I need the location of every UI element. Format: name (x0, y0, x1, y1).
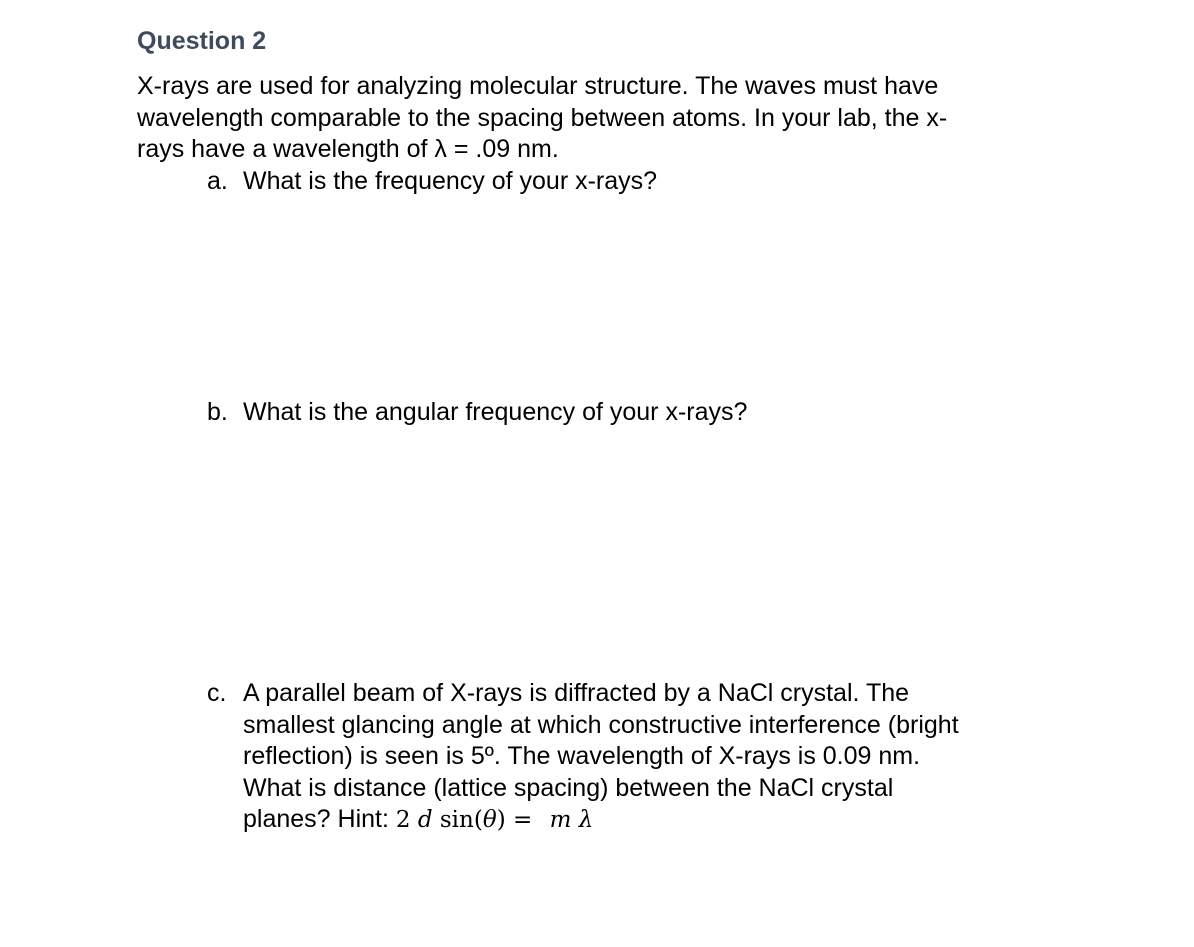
formula-func: sin (439, 807, 474, 833)
part-a (207, 166, 907, 198)
part-a-text: What is the frequency of your x-rays? (243, 167, 658, 195)
part-c-line: reflection) is seen is 5º. The wavelength of X-rays is 0.09 nm. (243, 742, 921, 770)
formula-theta: θ (482, 807, 497, 833)
intro-line: X-rays are used for analyzing molecular structure. The waves must have (137, 72, 939, 100)
formula-open: ( (473, 807, 483, 833)
part-b-text: What is the angular frequency of your x-rays? (243, 398, 748, 426)
formula-d: d (417, 807, 433, 833)
formula-coef: 2 (395, 807, 411, 833)
formula-close: ) (496, 807, 506, 833)
bragg-formula (396, 807, 593, 833)
formula-equals: = (513, 807, 533, 833)
part-c (207, 678, 1057, 838)
part-b-marker: b. (207, 398, 228, 426)
part-b (207, 397, 907, 429)
part-c-line: A parallel beam of X-rays is diffracted by a NaCl crystal. The (243, 679, 910, 707)
formula-lambda: λ (578, 807, 594, 833)
question-intro (137, 71, 1037, 166)
question-heading: Question 2 (137, 27, 267, 55)
part-c-body (243, 678, 959, 837)
intro-line: rays have a wavelength of λ = .09 nm. (137, 135, 559, 163)
part-c-hint-line (243, 804, 959, 837)
part-c-line: What is distance (lattice spacing) between the NaCl crystal (243, 773, 894, 802)
hint-prefix: planes? Hint: (243, 805, 396, 833)
part-a-marker: a. (207, 167, 228, 195)
part-c-marker: c. (207, 679, 227, 707)
intro-line: wavelength comparable to the spacing between atoms. In your lab, the x- (137, 103, 948, 132)
formula-m: m (549, 807, 572, 833)
part-c-line: smallest glancing angle at which constructive interference (bright (243, 710, 959, 739)
